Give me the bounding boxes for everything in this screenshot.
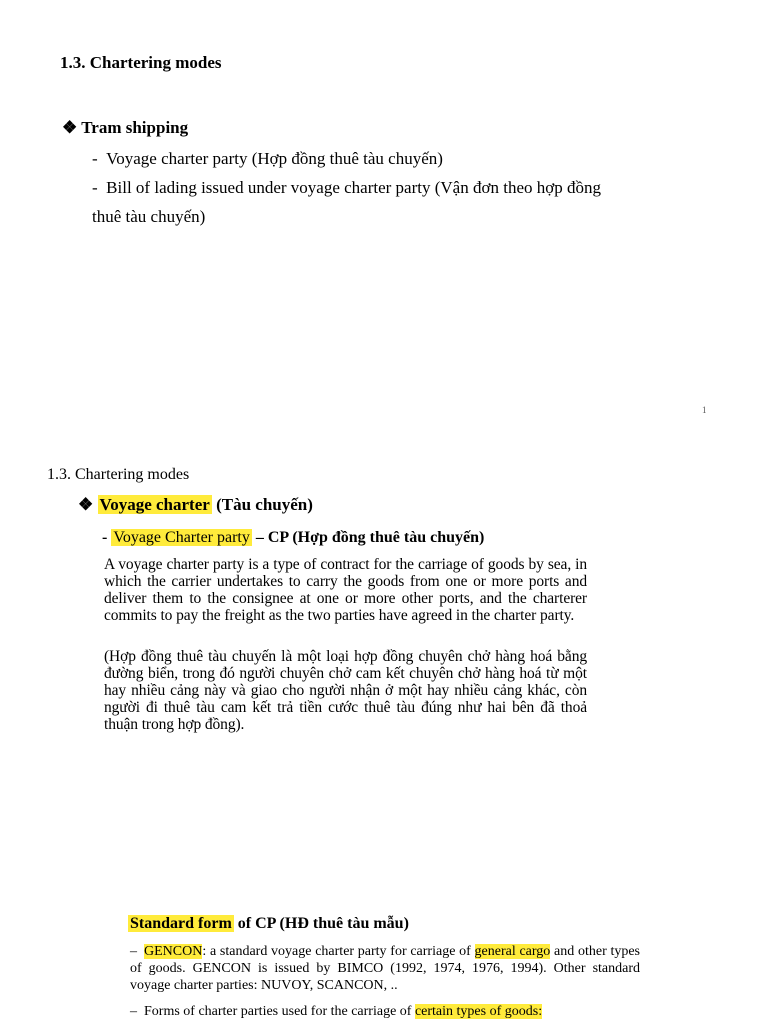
slide1-subtitle <box>62 118 188 138</box>
certain-goods-highlight: certain types of goods: <box>414 1004 543 1019</box>
slide1-bullet-2: - Bill of lading issued under voyage charter party (Vận đơn theo hợp đồng <box>92 178 601 197</box>
cp-dash: - <box>102 529 112 546</box>
paragraph-vietnamese: (Hợp đồng thuê tàu chuyến là một loại hợp đồng chuyên chở hàng hoá bằng đường biển, trong đó người chuyên chở cam kết chuyên chở hàng hoá từ một hay nhiều cảng này và giao cho người nhận ở một hay nhiều cảng khác, còn người đi thuê tàu cam kết trả tiền cước thuê tàu đúng như hai bên đã thoả thuận trong hợp đồng). <box>104 648 587 733</box>
item2-dash: – <box>130 1004 137 1019</box>
standard-form-rest: of CP (HĐ thuê tàu mẫu) <box>233 915 409 932</box>
paragraph-english: A voyage charter party is a type of contract for the carriage of goods by sea, in which the carrier undertakes to carry the goods from one or more ports and deliver them to the consignee at one or more other ports, and the charterer commits to pay the freight as the two parties have agreed in the charter party. <box>104 556 587 624</box>
slide1-bullet-1: - Voyage charter party (Hợp đồng thuê tàu chuyến) <box>92 149 443 168</box>
item1-dash: – <box>130 944 137 959</box>
gencon-item <box>130 943 640 994</box>
standard-form-highlight: Standard form <box>130 915 232 932</box>
voyage-charter-party-highlight: Voyage Charter party <box>113 529 250 546</box>
item1-text-a: : a standard voyage charter party for carriage of <box>202 944 475 959</box>
voyage-charter-party-heading <box>102 529 484 547</box>
slide2-title: 1.3. Chartering modes <box>47 466 190 483</box>
slide1-bullet-1-text: Voyage charter party (Hợp đồng thuê tàu chuyến) <box>106 149 443 168</box>
forms-item <box>130 1003 640 1020</box>
voyage-charter-highlight: Voyage charter <box>99 495 210 514</box>
slide1-title: 1.3. Chartering modes <box>60 53 222 72</box>
page-number: 1 <box>702 405 707 415</box>
slide1-bullet-2-cont: thuê tàu chuyến) <box>92 207 206 226</box>
item1-text-b: and other types of goods. GENCON is issued by BIMCO (1992, 1974, 1976, 1994). Other standard voyage charter parties: NUVOY, SCANCON, .. <box>130 944 641 993</box>
gencon-highlight: GENCON <box>144 944 203 959</box>
item2-text-a: Forms of charter parties used for the carriage of <box>144 1004 415 1019</box>
standard-form-heading <box>128 915 409 933</box>
slide1-bullet-2-text: Bill of lading issued under voyage charter party (Vận đơn theo hợp đồng <box>106 178 601 197</box>
slide2-subtitle-rest: (Tàu chuyến) <box>211 495 313 514</box>
cp-heading-rest: – CP (Hợp đồng thuê tàu chuyến) <box>251 529 485 546</box>
general-cargo-highlight: general cargo <box>474 944 551 959</box>
slide2-subtitle <box>78 495 313 515</box>
slide1-subtitle-text: Tram shipping <box>81 118 189 137</box>
diamond-bullet-icon: ❖ <box>78 495 94 514</box>
diamond-bullet-icon: ❖ <box>62 118 78 137</box>
